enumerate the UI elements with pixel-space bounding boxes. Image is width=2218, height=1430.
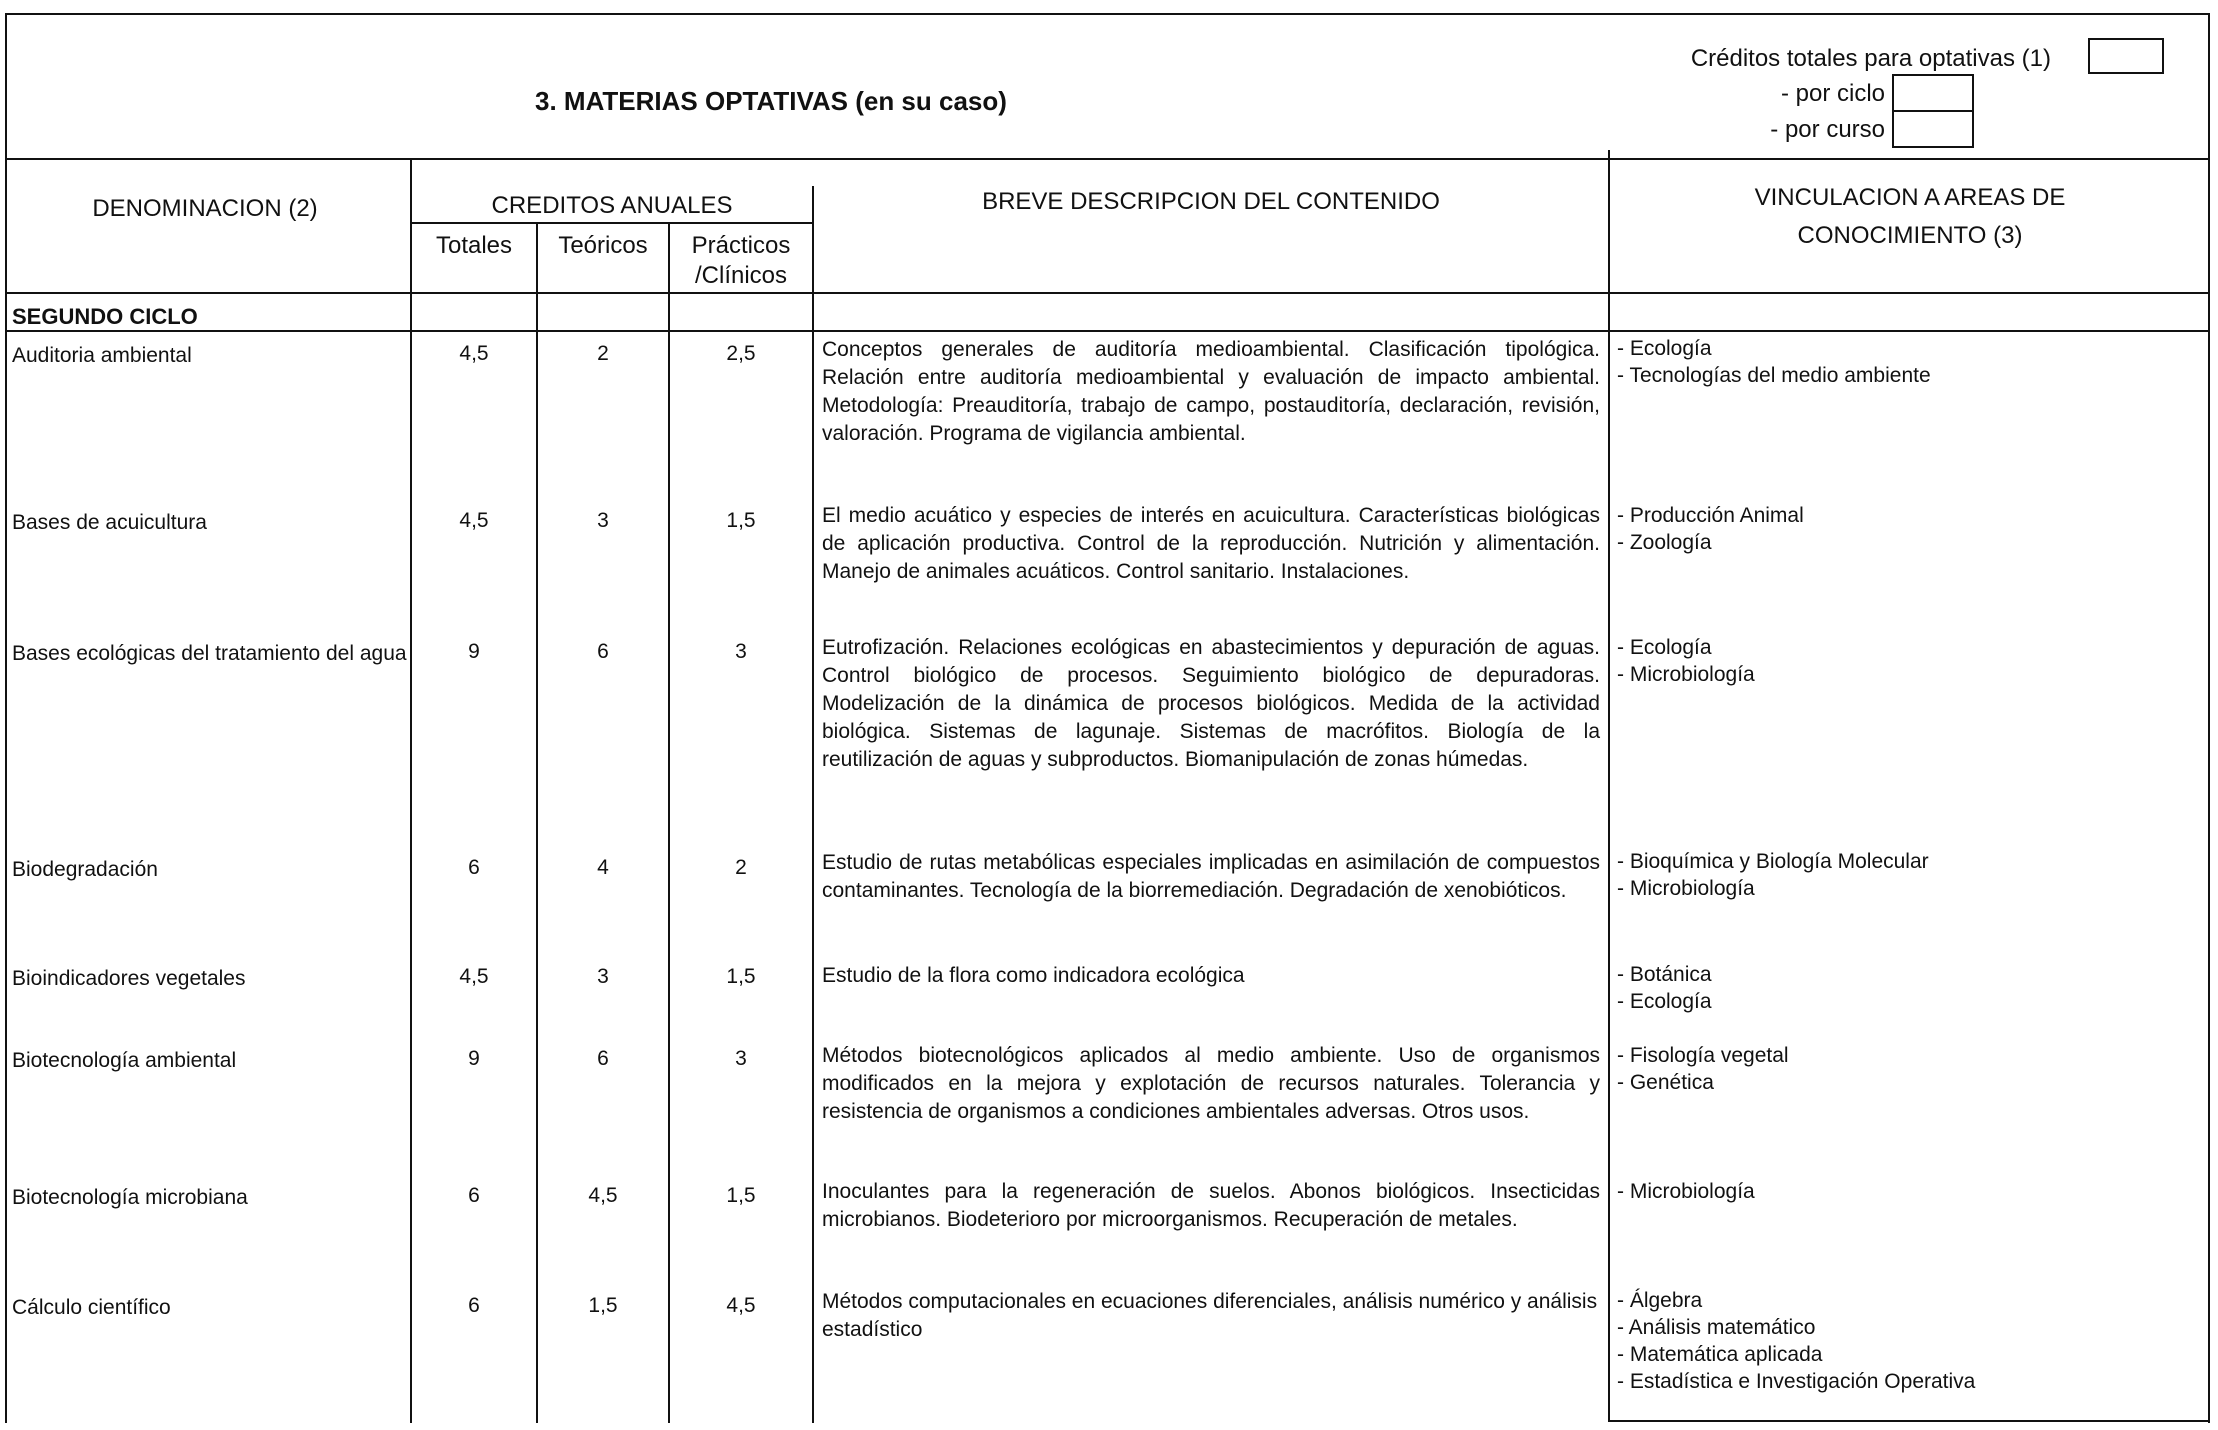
- col-header-name: DENOMINACION (2): [92, 195, 318, 222]
- row-2-area-2: - Zoología: [1617, 531, 1712, 554]
- row-6-areas: [1617, 1042, 2177, 1096]
- row-4-area-2: - Microbiología: [1617, 877, 1755, 900]
- row-2-name: Bases de acuicultura: [12, 511, 207, 534]
- credits-total-box: [2088, 38, 2164, 74]
- col-header-credits: CREDITOS ANUALES: [491, 192, 733, 219]
- row-3-practicos: 3: [735, 640, 747, 663]
- col-rule-4: [812, 186, 814, 1423]
- page-title: 3. MATERIAS OPTATIVAS (en su caso): [535, 86, 1007, 116]
- credits-sub-rule: [410, 222, 814, 224]
- per-cycle-box: [1892, 74, 1974, 112]
- row-1-area-2: - Tecnologías del medio ambiente: [1617, 364, 1931, 387]
- row-7-teoricos: 4,5: [588, 1184, 618, 1207]
- per-course-box: [1892, 110, 1974, 148]
- row-3-areas: [1617, 634, 2177, 688]
- areas-bottom-rule: [1608, 1420, 2210, 1422]
- row-6-name: Biotecnología ambiental: [12, 1049, 237, 1072]
- row-5-practicos: 1,5: [726, 965, 756, 988]
- header-bottom-rule: [5, 292, 2210, 294]
- row-4-areas: [1617, 848, 2177, 902]
- row-2-area-1: - Producción Animal: [1617, 504, 1804, 527]
- row-4-description: Estudio de rutas metabólicas especiales implicadas en asimilación de compuestos contaminantes. Tecnología de la biorremediación. Degradación de xenobióticos.: [822, 851, 1600, 902]
- row-1-name: Auditoria ambiental: [12, 344, 192, 367]
- row-5-name: Bioindicadores vegetales: [12, 967, 246, 990]
- col-header-totales: Totales: [435, 232, 513, 259]
- row-5-description: Estudio de la flora como indicadora ecológica: [822, 964, 1245, 987]
- row-8-area-4: - Estadística e Investigación Operativa: [1617, 1370, 1976, 1393]
- row-3-teoricos: 6: [597, 640, 609, 663]
- row-1-practicos: 2,5: [726, 342, 756, 365]
- row-2-practicos: 1,5: [726, 509, 756, 532]
- row-2-description: El medio acuático y especies de interés en acuicultura. Características biológicas de aplicación productiva. Control de la reproducción. Nutrición y alimentación. Manejo de animales acuáticos. Control sanitario. Instalaciones.: [822, 504, 1600, 583]
- row-8-description: Métodos computacionales en ecuaciones diferenciales, análisis numérico y análisis estadístico: [822, 1290, 1598, 1341]
- row-7-practicos: 1,5: [726, 1184, 756, 1207]
- col-header-areas-line1: VINCULACION A AREAS DE: [1754, 184, 2066, 211]
- row-3-name: Bases ecológicas del tratamiento del agua: [12, 642, 407, 665]
- row-8-area-1: - Álgebra: [1617, 1289, 1703, 1312]
- row-5-area-2: - Ecología: [1617, 990, 1712, 1013]
- per-cycle-label: - por ciclo: [1780, 80, 1885, 107]
- col-header-clinicos: /Clínicos: [694, 262, 788, 289]
- section-heading: SEGUNDO CICLO: [12, 304, 198, 329]
- col-header-description: BREVE DESCRIPCION DEL CONTENIDO: [982, 188, 1440, 215]
- col-rule-5: [1608, 150, 1610, 1422]
- row-4-practicos: 2: [735, 856, 747, 879]
- row-7-area-1: - Microbiología: [1617, 1180, 1755, 1203]
- row-7-description: Inoculantes para la regeneración de suelos. Abonos biológicos. Insecticidas microbianos. Biodeterioro por microorganismos. Recuperación de metales.: [822, 1180, 1600, 1231]
- per-course-label: - por curso: [1770, 116, 1885, 143]
- row-6-teoricos: 6: [597, 1047, 609, 1070]
- row-2-areas: [1617, 502, 2177, 556]
- row-8-teoricos: 1,5: [588, 1294, 618, 1317]
- row-7-areas: [1617, 1178, 2177, 1205]
- row-1-areas: [1617, 335, 2177, 389]
- row-8-areas: [1617, 1287, 2177, 1395]
- col-header-teoricos: Teóricos: [558, 232, 648, 259]
- row-1-teoricos: 2: [597, 342, 609, 365]
- row-6-practicos: 3: [735, 1047, 747, 1070]
- row-4-area-1: - Bioquímica y Biología Molecular: [1617, 850, 1929, 873]
- row-4-totales: 6: [468, 856, 480, 879]
- row-8-practicos: 4,5: [726, 1294, 756, 1317]
- header-top-rule: [5, 158, 2210, 160]
- credits-total-label: Créditos totales para optativas (1): [1690, 45, 2051, 72]
- section-rule: [5, 330, 2210, 332]
- row-6-area-1: - Fisología vegetal: [1617, 1044, 1789, 1067]
- row-6-description: Métodos biotecnológicos aplicados al medio ambiente. Uso de organismos modificados en la mejora y explotación de recursos naturales. Tolerancia y resistencia de organismos a condiciones ambientales adversas. Otros usos.: [822, 1044, 1600, 1123]
- row-5-teoricos: 3: [597, 965, 609, 988]
- row-2-totales: 4,5: [459, 509, 489, 532]
- row-1-totales: 4,5: [459, 342, 489, 365]
- row-4-name: Biodegradación: [12, 858, 158, 881]
- col-header-practicos: Prácticos: [691, 232, 791, 259]
- row-3-area-1: - Ecología: [1617, 636, 1712, 659]
- row-5-areas: [1617, 961, 2177, 1015]
- row-8-area-3: - Matemática aplicada: [1617, 1343, 1823, 1366]
- row-5-area-1: - Botánica: [1617, 963, 1712, 986]
- col-header-areas-line2: CONOCIMIENTO (3): [1797, 222, 2023, 249]
- row-8-name: Cálculo científico: [12, 1296, 171, 1319]
- row-8-totales: 6: [468, 1294, 480, 1317]
- row-5-totales: 4,5: [459, 965, 489, 988]
- row-2-teoricos: 3: [597, 509, 609, 532]
- row-7-name: Biotecnología microbiana: [12, 1186, 248, 1209]
- row-3-description: Eutrofización. Relaciones ecológicas en abastecimientos y depuración de aguas. Control biológico de procesos. Seguimiento biológico de depuradoras. Modelización de la dinámica de procesos biológicos. Medida de la actividad biológica. Sistemas de lagunaje. Sistemas de macrófitos. Biología de la reutilización de aguas y subproductos. Biomanipulación de zonas húmedas.: [822, 636, 1600, 771]
- row-6-totales: 9: [468, 1047, 480, 1070]
- col-rule-2: [536, 222, 538, 1423]
- row-1-description: Conceptos generales de auditoría medioambiental. Clasificación tipológica. Relación entre auditoría medioambiental y evaluación de impacto ambiental. Metodología: Preauditoría, trabajo de campo, postauditoría, declaración, revisión, valoración. Programa de vigilancia ambiental.: [822, 338, 1600, 445]
- row-1-area-1: - Ecología: [1617, 337, 1712, 360]
- col-rule-3: [668, 222, 670, 1423]
- row-7-totales: 6: [468, 1184, 480, 1207]
- row-3-totales: 9: [468, 640, 480, 663]
- row-3-area-2: - Microbiología: [1617, 663, 1755, 686]
- row-4-teoricos: 4: [597, 856, 609, 879]
- row-6-area-2: - Genética: [1617, 1071, 1714, 1094]
- row-8-area-2: - Análisis matemático: [1617, 1316, 1816, 1339]
